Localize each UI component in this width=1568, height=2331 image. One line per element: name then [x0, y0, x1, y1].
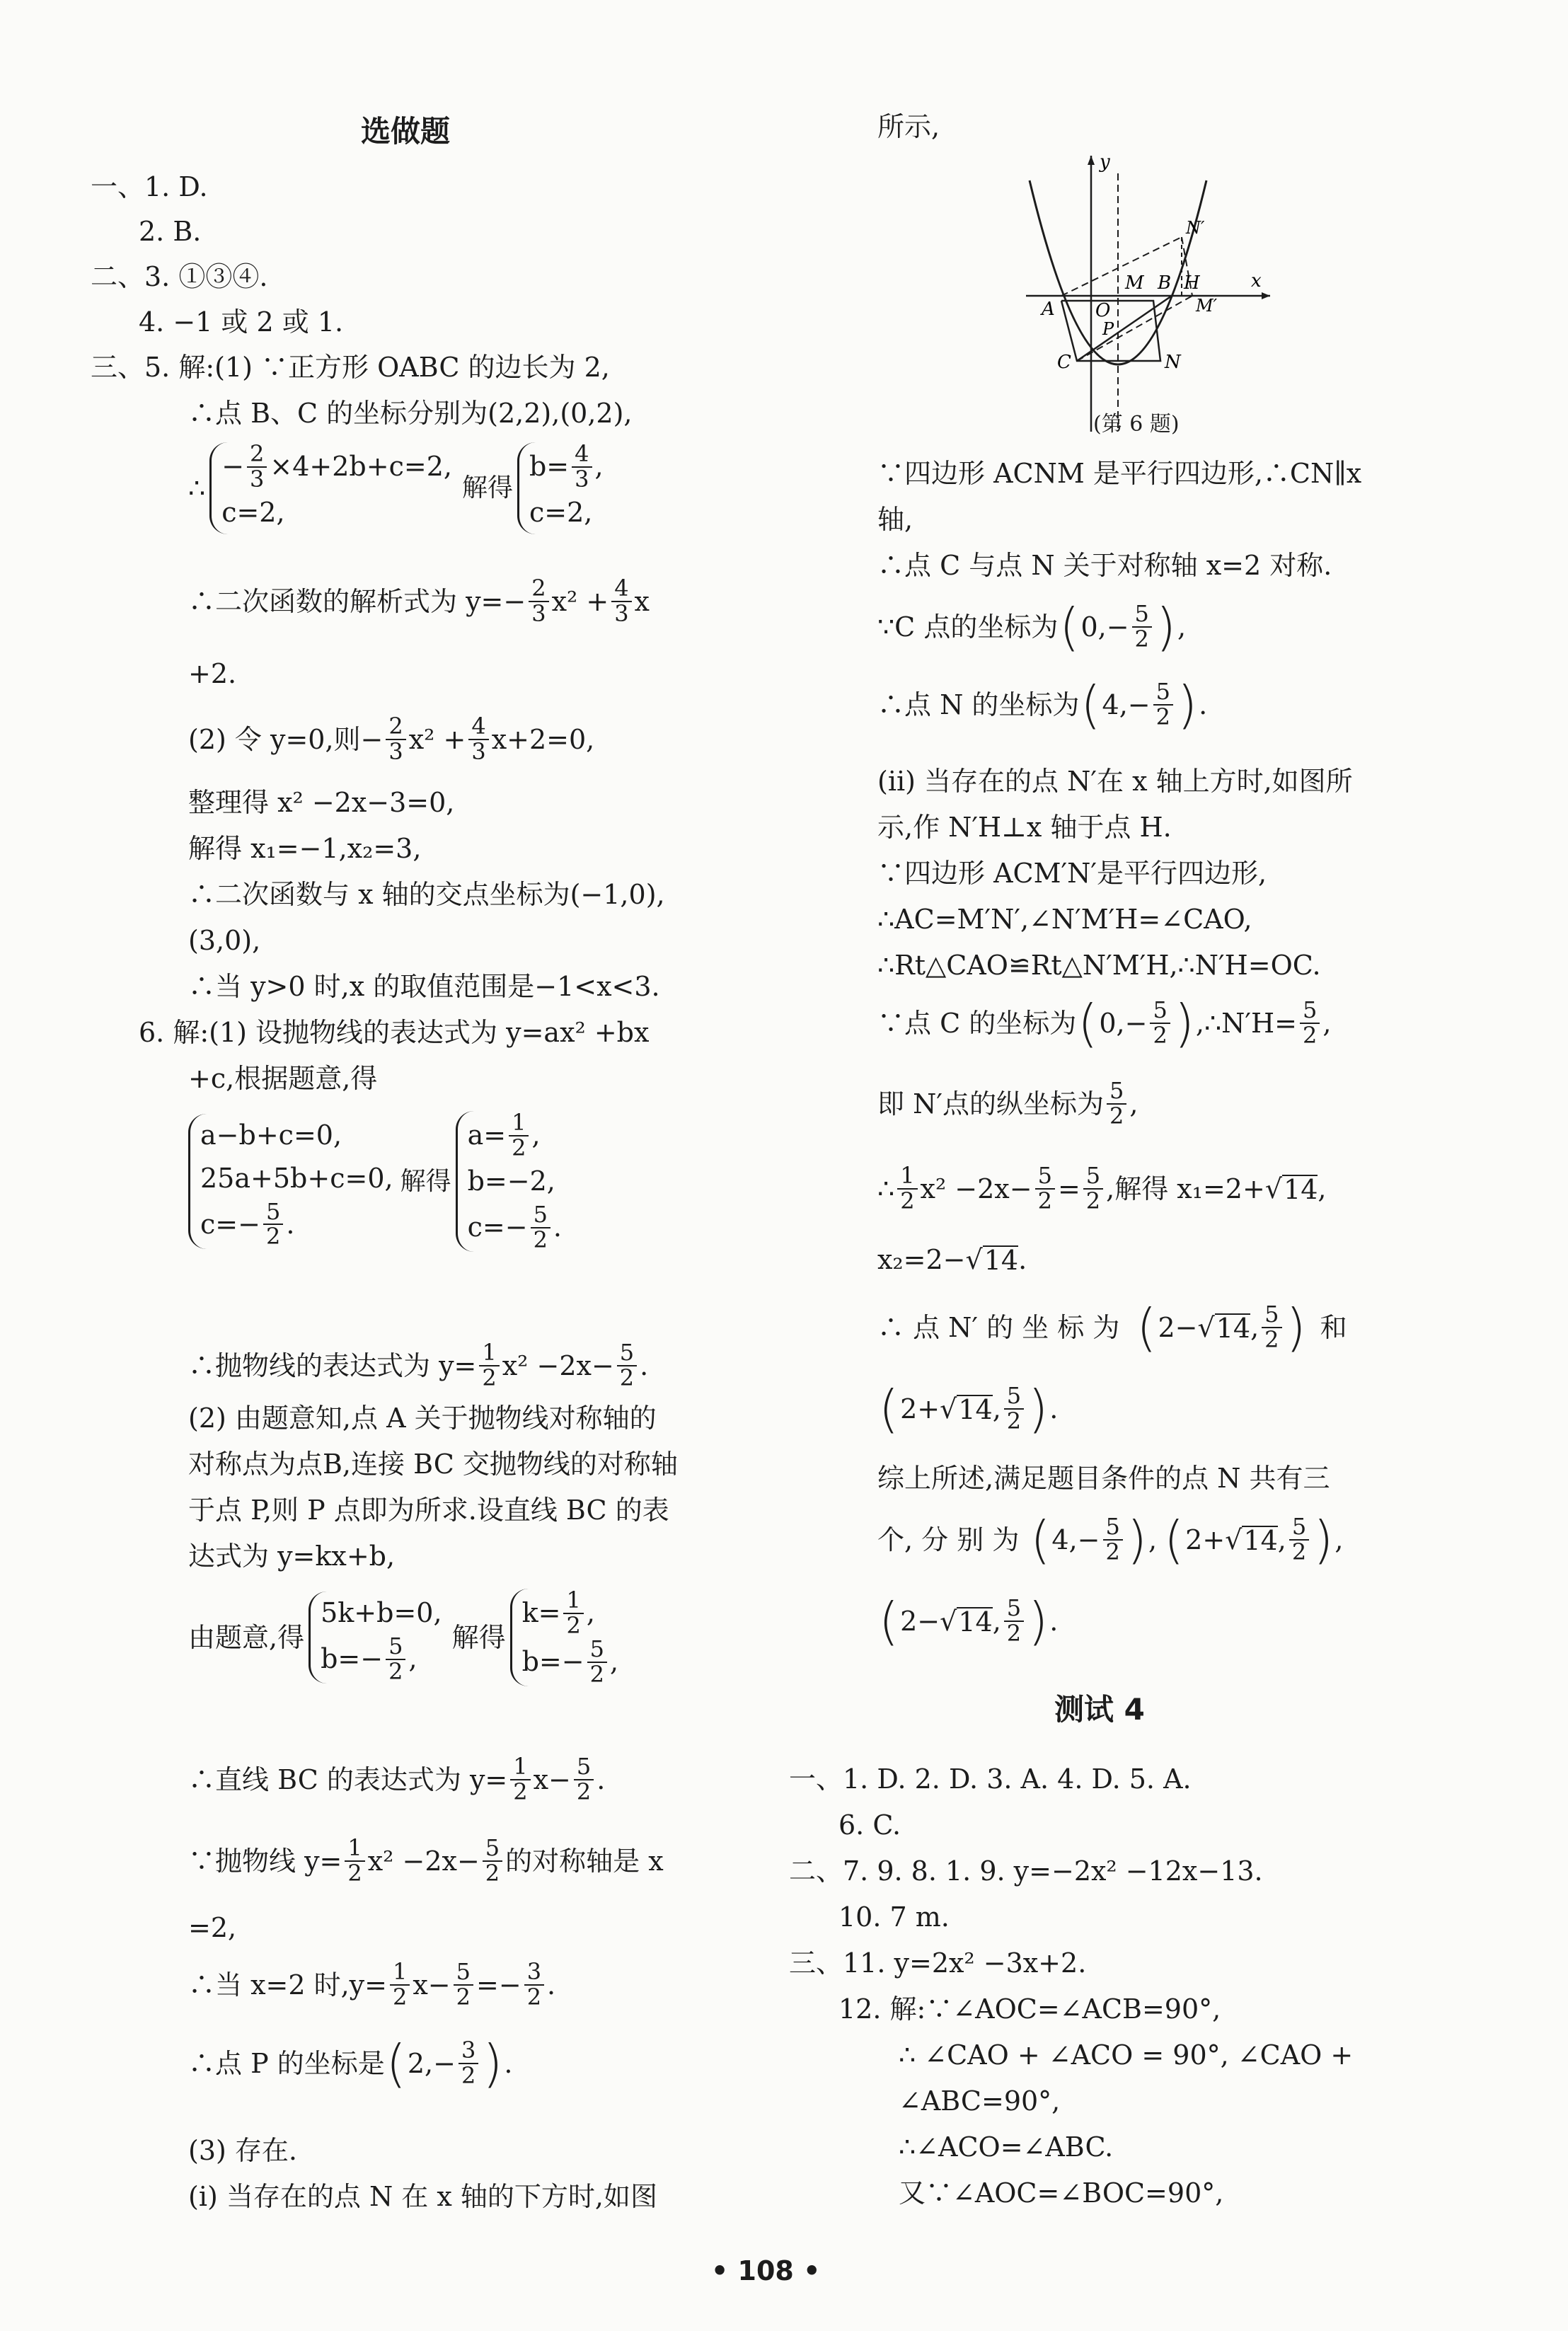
answer-line: 整理得 x² −2x−3=0, [188, 787, 455, 818]
answer-line: ∴当 y>0 时,x 的取值范围是−1<x<3. [188, 971, 660, 1002]
answer-line: 又∵∠AOC=∠BOC=90°, [899, 2177, 1224, 2209]
answer-line: ∴ $\frac{1}{2}$ x² −2x− $\frac{5}{2}$ = $\frac{5}{2}$ ,解得 x₁=2+ √ 14 , [877, 1162, 1327, 1214]
answer-line: ∵抛物线 y= $\frac{1}{2}$ x² −2x− $\frac{5}{2}$ 的对称轴是 x [188, 1834, 664, 1887]
answer-line: ∴当 x=2 时,y= $\frac{1}{2}$ x− $\frac{5}{2}$ =− $\frac{3}{2}$ . [188, 1958, 556, 2010]
equation-system: 由题意,得 5k+b=0, b=− $\frac{5}{2}$ , 解得 k= $\frac{1}{2}$ , b=− $\frac{5}{2}$ , [188, 1587, 619, 1688]
answer-line: ∴Rt△CAO≌Rt△N′M′H,∴N′H=OC. [877, 950, 1321, 981]
label-o: O [1095, 300, 1111, 321]
answer-line: x₂=2− √ 14 . [877, 1244, 1027, 1276]
answer-line: ∴二次函数与 x 轴的交点坐标为(−1,0), [188, 879, 665, 910]
answer-line: ∴ ∠CAO + ∠ACO = 90°, ∠CAO + [899, 2039, 1354, 2071]
answer-line: 6. C. [838, 1809, 901, 1841]
equation-system: a−b+c=0, 25a+5b+c=0, c=− $\frac{5}{2}$ . 解得 a= $\frac{1}{2}$ , b=−2, c=− $\frac{5}{2}$ . [188, 1111, 562, 1252]
y-axis-arrow-icon [1088, 156, 1095, 165]
answer-line: 6. 解:(1) 设抛物线的表达式为 y=ax² +bx [139, 1017, 650, 1048]
answer-line: +c,根据题意,得 [188, 1063, 378, 1094]
answer-line: ∴点 N 的坐标为 ( 4,− $\frac{5}{2}$ ) . [877, 675, 1208, 735]
answer-line: 二、3. ①③④. [91, 261, 268, 292]
answer-line: ∴∠ACO=∠ABC. [899, 2131, 1114, 2163]
answer-line: 一、1. D. 2. D. 3. A. 4. D. 5. A. [789, 1763, 1192, 1795]
answer-line: 即 N′点的纵坐标为 $\frac{5}{2}$ , [877, 1077, 1138, 1129]
label-a: A [1042, 299, 1055, 320]
answer-line: ∴点 B、C 的坐标分别为(2,2),(0,2), [188, 398, 633, 429]
figure-caption: (第 6 题) [1093, 412, 1180, 437]
answer-line: ∴抛物线的表达式为 y= $\frac{1}{2}$ x² −2x− $\frac{5}{2}$ . [188, 1339, 649, 1391]
answer-line: ∴点 C 与点 N 关于对称轴 x=2 对称. [877, 550, 1332, 581]
answer-line: 达式为 y=kx+b, [188, 1541, 396, 1572]
section-title: 选做题 [361, 114, 451, 149]
answer-line: ∵C 点的坐标为 ( 0,− $\frac{5}{2}$ ) , [877, 597, 1187, 657]
answer-line: 10. 7 m. [838, 1901, 950, 1933]
answer-line: =2, [188, 1912, 237, 1943]
answer-line: ∴点 P 的坐标是 ( 2,− $\frac{3}{2}$ ) . [188, 2034, 513, 2093]
label-x: x [1251, 270, 1262, 292]
answer-line: ∠ABC=90°, [899, 2085, 1061, 2117]
page-number: • 108 • [711, 2255, 821, 2286]
label-p: P [1102, 319, 1114, 339]
answer-line: 综上所述,满足题目条件的点 N 共有三 [877, 1463, 1330, 1494]
answer-line: 轴, [877, 504, 913, 535]
answer-line: 4. −1 或 2 或 1. [139, 306, 344, 338]
x-axis-arrow-icon [1262, 292, 1270, 299]
answer-line: (ⅱ) 当存在的点 N′在 x 轴上方时,如图所 [877, 766, 1353, 797]
label-h: H [1184, 272, 1200, 294]
answer-line: 三、5. 解:(1) ∵正方形 OABC 的边长为 2, [91, 352, 610, 383]
parabola-diagram [1026, 152, 1274, 435]
answer-line: ∴AC=M′N′,∠N′M′H=∠CAO, [877, 904, 1252, 935]
answer-line: 个, 分 别 为 ( 4,− $\frac{5}{2}$ ) , ( 2+ √ 14 , $\frac{5}{2}$ ) , [877, 1510, 1344, 1570]
answer-line: 对称点为点B,连接 BC 交抛物线的对称轴 [188, 1449, 678, 1480]
label-m-prime: M′ [1196, 296, 1218, 316]
label-m: M [1125, 272, 1144, 294]
answer-line: 解得 x₁=−1,x₂=3, [188, 833, 422, 864]
section-title: 测试 4 [1054, 1692, 1145, 1727]
answer-line: (2) 令 y=0,则− $\frac{2}{3}$ x² + $\frac{4}{3}$ x+2=0, [188, 713, 595, 765]
answer-line: 二、7. 9. 8. 1. 9. y=−2x² −12x−13. [789, 1855, 1263, 1887]
answer-line: (ⅰ) 当存在的点 N 在 x 轴的下方时,如图 [188, 2181, 657, 2212]
answer-line: +2. [188, 658, 237, 689]
answer-line: ∴ 点 N′ 的 坐 标 为 ( 2− √ 14 , $\frac{5}{2}$ ) 和 [877, 1298, 1347, 1357]
answer-line: ∵四边形 ACNM 是平行四边形,∴CN∥x [877, 458, 1362, 489]
answer-line: 所示, [877, 111, 940, 142]
answer-line: ( 2+ √ 14 , $\frac{5}{2}$ ) . [879, 1379, 1059, 1439]
answer-line: 一、1. D. [91, 171, 208, 202]
answer-line: 2. B. [139, 216, 202, 247]
answer-line: 三、11. y=2x² −3x+2. [789, 1947, 1087, 1979]
answer-line: 12. 解:∵∠AOC=∠ACB=90°, [838, 1993, 1221, 2025]
label-n: N [1165, 352, 1181, 373]
answer-line: ∵四边形 ACM′N′是平行四边形, [877, 858, 1267, 889]
label-y: y [1100, 152, 1110, 173]
label-b: B [1158, 272, 1172, 294]
answer-line: (2) 由题意知,点 A 关于抛物线对称轴的 [188, 1403, 657, 1434]
answer-line: 于点 P,则 P 点即为所求.设直线 BC 的表 [188, 1495, 669, 1526]
answer-line: ( 2− √ 14 , $\frac{5}{2}$ ) . [879, 1592, 1059, 1651]
answer-line: ∴二次函数的解析式为 y=− $\frac{2}{3}$ x² + $\frac{4}{3}$ x [188, 575, 650, 627]
equation-system: ∴ − $\frac{2}{3}$ ×4+2b+c=2, c=2, 解得 b= $\frac{4}{3}$ , c=2, [188, 442, 604, 534]
answer-line: ∵点 C 的坐标为 ( 0,− $\frac{5}{2}$ ) ,∴N′H= $\frac{5}{2}$ , [877, 994, 1332, 1053]
answer-line: (3) 存在. [188, 2135, 297, 2166]
answer-line: ∴直线 BC 的表达式为 y= $\frac{1}{2}$ x− $\frac{5}{2}$ . [188, 1753, 606, 1805]
answer-line: 示,作 N′H⊥x 轴于点 H. [877, 812, 1172, 843]
answer-line: (3,0), [188, 925, 261, 956]
label-n-prime: N′ [1186, 218, 1205, 238]
label-c: C [1057, 352, 1071, 373]
